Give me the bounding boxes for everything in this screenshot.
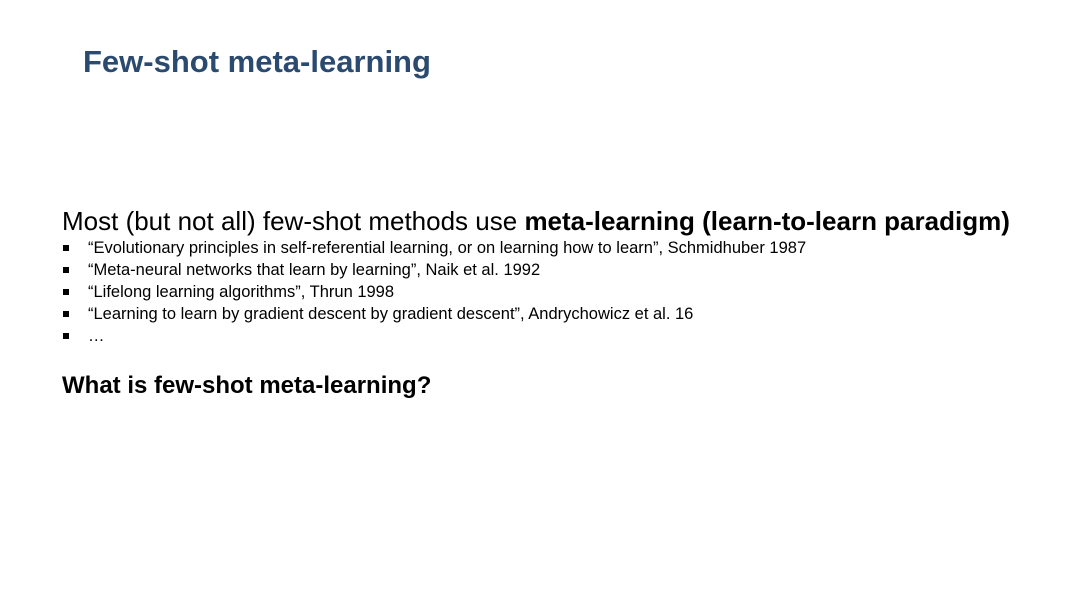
square-bullet-icon	[63, 245, 69, 251]
reference-list	[62, 237, 806, 347]
reference-text: “Meta-neural networks that learn by learning”, Naik et al. 1992	[88, 261, 541, 279]
lead-emphasis: meta-learning (learn-to-learn paradigm)	[524, 206, 1010, 236]
list-item	[62, 237, 806, 259]
reference-text: …	[88, 327, 105, 345]
square-bullet-icon	[63, 333, 69, 339]
slide-title: Few-shot meta-learning	[83, 44, 431, 79]
lead-text: Most (but not all) few-shot methods use	[62, 206, 525, 236]
reference-text: “Evolutionary principles in self-referential learning, or on learning how to learn”, Schmidhuber 1987	[88, 239, 807, 257]
list-item	[62, 259, 806, 281]
square-bullet-icon	[63, 267, 69, 273]
lead-sentence	[62, 204, 1010, 238]
list-item	[62, 281, 806, 303]
question-heading: What is few-shot meta-learning?	[62, 372, 432, 399]
reference-text: “Learning to learn by gradient descent by gradient descent”, Andrychowicz et al. 16	[88, 305, 694, 323]
list-item	[62, 303, 806, 325]
square-bullet-icon	[63, 311, 69, 317]
square-bullet-icon	[63, 289, 69, 295]
list-item	[62, 325, 806, 347]
reference-text: “Lifelong learning algorithms”, Thrun 1998	[88, 283, 395, 301]
